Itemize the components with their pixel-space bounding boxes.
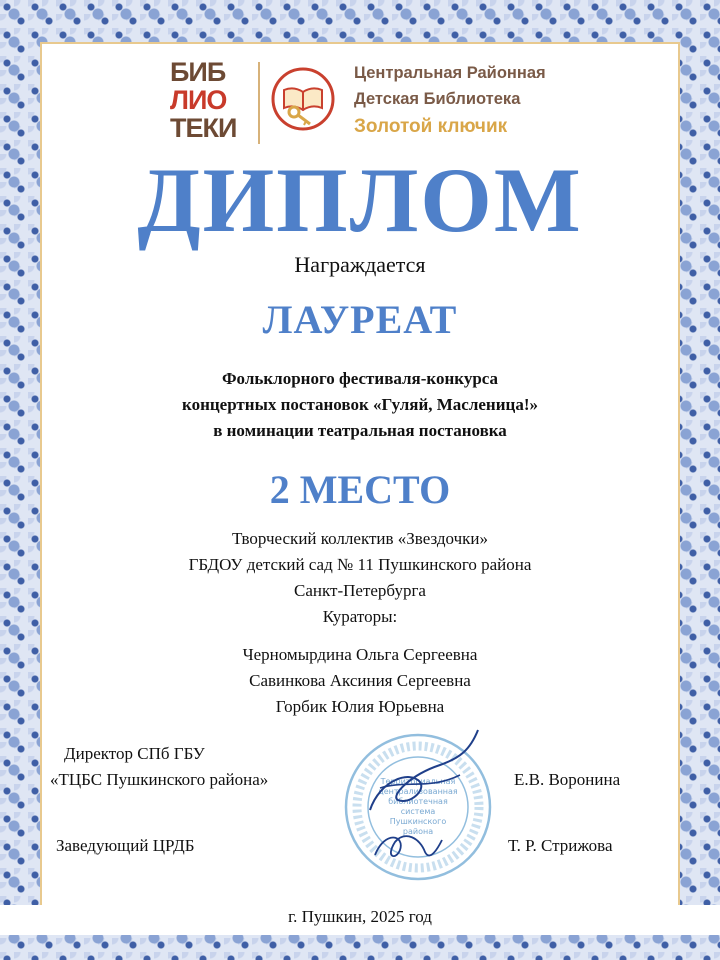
handwritten-signatures	[350, 720, 490, 880]
director-name: Е.В. Воронина	[514, 770, 621, 789]
festival-line-2: концертных постановок «Гуляй, Масленица!»	[182, 395, 538, 414]
wordmark-line-3: ТЕКИ	[170, 113, 237, 143]
diploma-title: ДИПЛОМ	[137, 149, 583, 251]
logo-divider	[258, 62, 260, 144]
collective-line-1: Творческий коллектив «Звездочки»	[231, 529, 489, 548]
stamp-line-6: района	[402, 827, 434, 836]
collective-info	[0, 526, 720, 630]
stamp-line-3: библиотечная	[388, 797, 448, 806]
library-name	[354, 60, 584, 142]
wordmark-line-2: ЛИО	[170, 85, 227, 115]
stamp-line-4: система	[400, 807, 436, 816]
curators-label: Кураторы:	[322, 607, 398, 626]
library-name-line-2: Детская Библиотека	[354, 90, 521, 108]
golden-key-book-icon	[270, 66, 336, 132]
collective-line-2: ГБДОУ детский сад № 11 Пушкинского района	[188, 555, 532, 574]
curators-list	[0, 642, 720, 720]
curator-name: Горбик Юлия Юрьевна	[275, 697, 445, 716]
stamp-line-5: Пушкинского	[389, 817, 447, 826]
footer-place-year: г. Пушкин, 2025 год	[288, 907, 432, 926]
director-title-line-2: «ТЦБС Пушкинского района»	[50, 770, 269, 789]
director-title-line-1: Директор СПб ГБУ	[64, 744, 205, 763]
festival-line-3: в номинации театральная постановка	[213, 421, 507, 440]
curator-name: Черномырдина Ольга Сергеевна	[242, 645, 478, 664]
festival-description	[0, 366, 720, 444]
biblioteki-wordmark	[170, 58, 252, 148]
stamp-line-2: централизованная	[378, 787, 458, 796]
curator-name: Савинкова Аксиния Сергеевна	[249, 671, 471, 690]
festival-line-1: Фольклорного фестиваля-конкурса	[221, 369, 499, 388]
awarded-label: Награждается	[294, 252, 426, 277]
library-name-line-1: Центральная Районная	[354, 64, 546, 82]
head-name: Т. Р. Стрижова	[508, 836, 613, 855]
laureate-title: ЛАУРЕАТ	[262, 297, 458, 342]
place-title: 2 МЕСТО	[269, 467, 451, 512]
collective-line-3: Санкт-Петербурга	[294, 581, 426, 600]
library-logo	[170, 58, 570, 148]
library-name-line-3: Золотой ключик	[354, 116, 508, 137]
head-title: Заведующий ЦРДБ	[56, 836, 195, 855]
stamp-line-1: Территориальная	[380, 777, 456, 786]
wordmark-line-1: БИБ	[170, 57, 226, 87]
